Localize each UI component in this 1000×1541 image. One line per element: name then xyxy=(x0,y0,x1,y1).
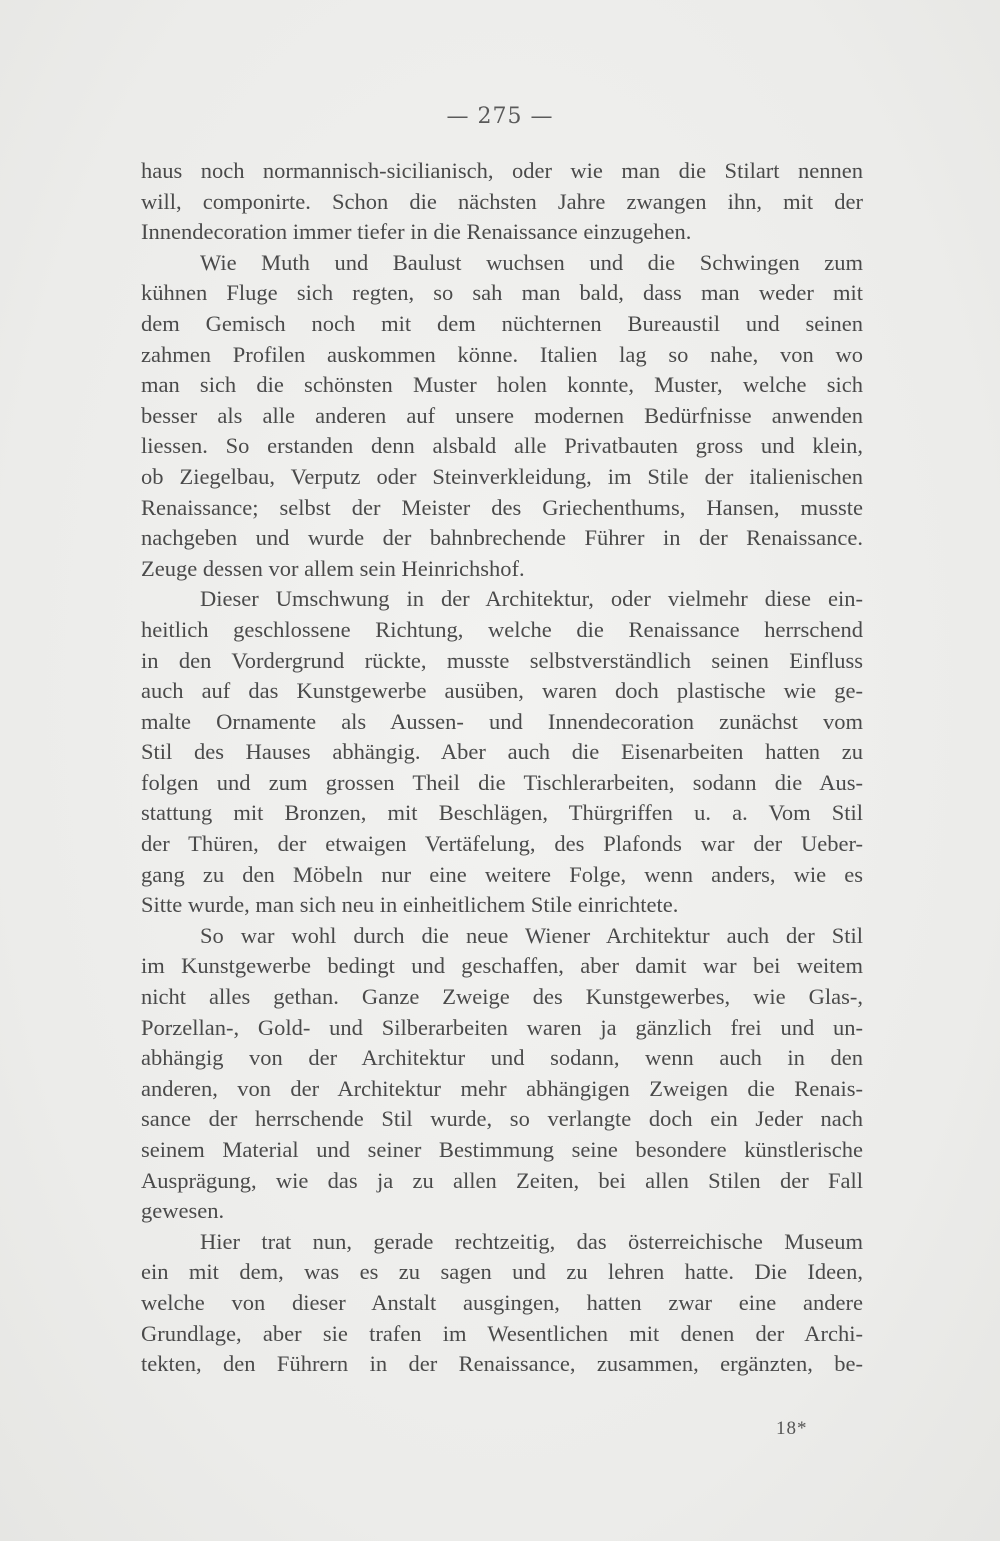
text-line: dem Gemisch noch mit dem nüchternen Bureaustil und seinen xyxy=(141,310,863,336)
text-line: man sich die schönsten Muster holen konnte, Muster, welche sich xyxy=(141,372,863,398)
signature-mark: 18* xyxy=(776,1418,808,1439)
text-line: auch auf das Kunstgewerbe ausüben, waren doch plastische wie ge- xyxy=(141,678,863,704)
text-line: tekten, den Führern in der Renaissance, zusammen, ergänzten, be- xyxy=(141,1351,863,1377)
text-line: in den Vordergrund rückte, musste selbstverständlich seinen Einfluss xyxy=(141,647,863,673)
text-line: kühnen Fluge sich regten, so sah man bald, dass man weder mit xyxy=(141,280,863,306)
text-line: Zeuge dessen vor allem sein Heinrichshof. xyxy=(141,555,525,581)
text-line: gewesen. xyxy=(141,1198,225,1224)
text-line: Stil des Hauses abhängig. Aber auch die Eisenarbeiten hatten zu xyxy=(141,739,863,765)
text-line: ob Ziegelbau, Verputz oder Steinverkleidung, im Stile der italienischen xyxy=(141,463,863,489)
body-text xyxy=(141,156,863,1380)
text-line: im Kunstgewerbe bedingt und geschaffen, aber damit war bei weitem xyxy=(141,953,863,979)
text-line: der Thüren, der etwaigen Vertäfelung, des Plafonds war der Ueber- xyxy=(141,831,863,857)
text-line: liessen. So erstanden denn alsbald alle Privatbauten gross und klein, xyxy=(141,433,863,459)
text-line: Grundlage, aber sie trafen im Wesentlichen mit denen der Archi- xyxy=(141,1320,863,1346)
text-line: gang zu den Möbeln nur eine weitere Folge, wenn anders, wie es xyxy=(141,861,863,887)
text-line: Renaissance; selbst der Meister des Griechenthums, Hansen, musste xyxy=(141,494,863,520)
text-line: stattung mit Bronzen, mit Beschlägen, Thürgriffen u. a. Vom Stil xyxy=(141,800,863,826)
text-line: Porzellan-, Gold- und Silberarbeiten waren ja gänzlich frei und un- xyxy=(141,1014,863,1040)
text-line: malte Ornamente als Aussen- und Innendecoration zunächst vom xyxy=(141,708,863,734)
text-line: haus noch normannisch-sicilianisch, oder wie man die Stilart nennen xyxy=(141,158,863,183)
text-line: anderen, von der Architektur mehr abhängigen Zweigen die Renais- xyxy=(141,1075,863,1101)
text-line: seinem Material und seiner Bestimmung seine besondere künstlerische xyxy=(141,1137,863,1162)
text-line: nicht alles gethan. Ganze Zweige des Kunstgewerbes, wie Glas-, xyxy=(141,984,863,1010)
text-line: besser als alle anderen auf unsere modernen Bedürfnisse anwenden xyxy=(141,402,863,428)
text-line: Innendecoration immer tiefer in die Renaissance einzugehen. xyxy=(141,219,692,245)
text-line: Sitte wurde, man sich neu in einheitlichem Stile einrichtete. xyxy=(141,892,679,918)
text-line: heitlich geschlossene Richtung, welche die Renaissance herrschend xyxy=(141,616,863,642)
page-number: — 275 — xyxy=(446,104,554,129)
text-line: sance der herrschende Stil wurde, so verlangte doch ein Jeder nach xyxy=(141,1106,863,1132)
text-line: will, componirte. Schon die nächsten Jahre zwangen ihn, mit der xyxy=(141,188,863,214)
text-line: welche von dieser Anstalt ausgingen, hatten zwar eine andere xyxy=(141,1289,863,1315)
text-line: folgen und zum grossen Theil die Tischlerarbeiten, sodann die Aus- xyxy=(141,769,863,795)
text-line: Dieser Umschwung in der Architektur, oder vielmehr diese ein- xyxy=(200,586,863,612)
text-line: Ausprägung, wie das ja zu allen Zeiten, bei allen Stilen der Fall xyxy=(141,1167,863,1193)
text-line: ein mit dem, was es zu sagen und zu lehren hatte. Die Ideen, xyxy=(141,1259,863,1285)
text-line: nachgeben und wurde der bahnbrechende Führer in der Renaissance. xyxy=(141,525,863,551)
text-line: Hier trat nun, gerade rechtzeitig, das österreichische Museum xyxy=(200,1228,863,1254)
text-line: zahmen Profilen auskommen könne. Italien lag so nahe, von wo xyxy=(141,341,863,367)
text-line: abhängig von der Architektur und sodann, wenn auch in den xyxy=(141,1045,863,1071)
text-line: Wie Muth und Baulust wuchsen und die Schwingen zum xyxy=(200,249,863,275)
text-line: So war wohl durch die neue Wiener Architektur auch der Stil xyxy=(200,922,863,948)
